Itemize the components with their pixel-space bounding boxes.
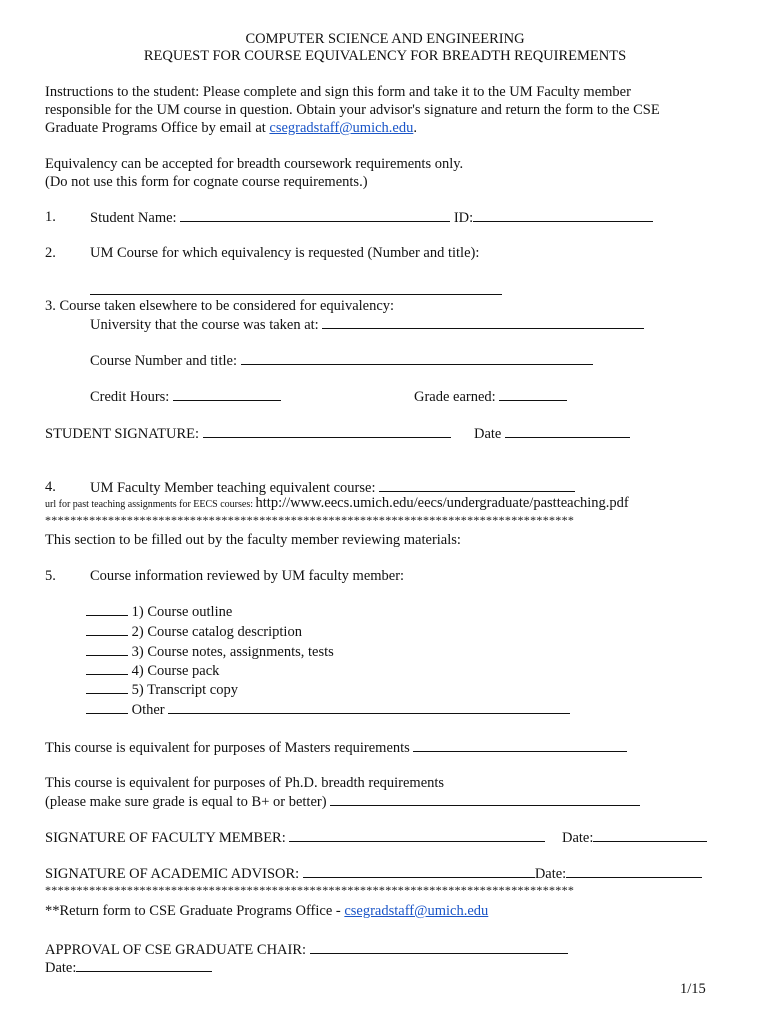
checklist-item-other xyxy=(86,700,570,719)
checklist-label: 2) Course catalog description xyxy=(131,624,302,640)
student-id-label: ID: xyxy=(453,210,474,226)
checklist-label: 5) Transcript copy xyxy=(131,682,238,698)
q4-number: 4. xyxy=(45,479,56,495)
advisor-date-label: Date: xyxy=(534,866,567,882)
university-label: University that the course was taken at: xyxy=(90,317,319,333)
instructions-line-2: responsible for the UM course in question. Obtain your advisor's signature and return the form to the CSE xyxy=(45,102,660,118)
approval-date-row xyxy=(45,958,212,977)
faculty-date-row xyxy=(562,828,707,847)
instructions-line-1: Instructions to the student: Please complete and sign this form and take it to the UM Faculty member xyxy=(45,84,631,100)
return-email-link[interactable]: csegradstaff@umich.edu xyxy=(344,903,489,919)
checklist-label: 3) Course notes, assignments, tests xyxy=(131,644,334,660)
student-date-field[interactable] xyxy=(505,424,630,438)
page-number: 1/15 xyxy=(680,981,706,997)
q1-number: 1. xyxy=(45,209,56,225)
checklist-item xyxy=(86,602,232,621)
masters-row xyxy=(45,738,627,757)
checklist-blank[interactable] xyxy=(86,680,128,694)
course-number-field[interactable] xyxy=(241,351,593,365)
checklist-item xyxy=(86,661,219,680)
checklist-blank[interactable] xyxy=(86,622,128,636)
checklist-blank[interactable] xyxy=(86,642,128,656)
phd-label: (please make sure grade is equal to B+ or better) xyxy=(45,794,327,810)
student-date-row xyxy=(474,424,630,443)
faculty-signature-row xyxy=(45,828,545,847)
approval-row xyxy=(45,940,568,959)
credit-hours-row xyxy=(90,387,281,406)
masters-field[interactable] xyxy=(413,738,627,752)
student-signature-field[interactable] xyxy=(203,424,451,438)
student-date-label: Date xyxy=(474,426,502,442)
advisor-signature-label: SIGNATURE OF ACADEMIC ADVISOR: xyxy=(45,866,300,882)
instructions-line-3 xyxy=(45,119,417,137)
faculty-member-field[interactable] xyxy=(379,478,575,492)
masters-label: This course is equivalent for purposes of Masters requirements xyxy=(45,740,410,756)
university-field[interactable] xyxy=(322,315,644,329)
um-course-field[interactable] xyxy=(90,280,502,295)
student-signature-label: STUDENT SIGNATURE: xyxy=(45,426,199,442)
faculty-section-heading: This section to be filled out by the faculty member reviewing materials: xyxy=(45,532,461,548)
return-row xyxy=(45,902,488,920)
checklist-item xyxy=(86,642,334,661)
faculty-signature-field[interactable] xyxy=(289,828,545,842)
q5-label: Course information reviewed by UM faculty member: xyxy=(90,568,405,584)
checklist-item xyxy=(86,680,238,699)
checklist-label: 1) Course outline xyxy=(131,604,233,620)
phd-line-1: This course is equivalent for purposes of Ph.D. breadth requirements xyxy=(45,775,445,791)
student-id-field[interactable] xyxy=(473,208,653,222)
university-row xyxy=(90,315,644,334)
approval-date-label: Date: xyxy=(45,960,77,976)
divider-stars-2: ************************************************************************************ xyxy=(45,883,575,897)
q5-number: 5. xyxy=(45,568,56,584)
credit-hours-field[interactable] xyxy=(173,387,281,401)
instructions-text: Graduate Programs Office by email at xyxy=(45,120,270,136)
checklist-label: Other xyxy=(131,702,165,718)
divider-stars-1: ************************************************************************************ xyxy=(45,513,575,527)
student-signature-row xyxy=(45,424,451,443)
approval-date-field[interactable] xyxy=(76,958,212,972)
approval-signature-field[interactable] xyxy=(310,940,568,954)
checklist-blank[interactable] xyxy=(86,661,128,675)
checklist-label: 4) Course pack xyxy=(131,663,220,679)
checklist-blank[interactable] xyxy=(86,700,128,714)
instructions-period: . xyxy=(413,120,417,136)
student-name-field[interactable] xyxy=(180,208,450,222)
student-name-row xyxy=(90,208,653,227)
student-name-label: Student Name: xyxy=(90,210,177,226)
checklist-item xyxy=(86,622,302,641)
q3-label: 3. Course taken elsewhere to be considered for equivalency: xyxy=(45,298,395,314)
grade-row xyxy=(414,387,567,406)
faculty-date-label: Date: xyxy=(562,830,594,846)
advisor-signature-field[interactable] xyxy=(303,864,535,878)
course-number-label: Course Number and title: xyxy=(90,353,237,369)
faculty-member-label: UM Faculty Member teaching equivalent course: xyxy=(90,480,376,496)
grade-field[interactable] xyxy=(499,387,567,401)
phd-row xyxy=(45,792,640,811)
course-number-row xyxy=(90,351,593,370)
advisor-date-field[interactable] xyxy=(566,864,702,878)
approval-label: APPROVAL OF CSE GRADUATE CHAIR: xyxy=(45,942,307,958)
header-subtitle: REQUEST FOR COURSE EQUIVALENCY FOR BREADTH REQUIREMENTS xyxy=(143,48,627,64)
past-teaching-url: http://www.eecs.umich.edu/eecs/undergraduate/pastteaching.pdf xyxy=(255,495,629,511)
return-text: **Return form to CSE Graduate Programs Office - xyxy=(45,903,345,919)
faculty-date-field[interactable] xyxy=(593,828,707,842)
faculty-signature-label: SIGNATURE OF FACULTY MEMBER: xyxy=(45,830,286,846)
url-caption: url for past teaching assignments for EECS courses: xyxy=(45,499,256,510)
note-line-2: (Do not use this form for cognate course requirements.) xyxy=(45,174,368,190)
grade-label: Grade earned: xyxy=(414,389,496,405)
header-title: COMPUTER SCIENCE AND ENGINEERING xyxy=(245,31,525,47)
q2-number: 2. xyxy=(45,245,56,261)
note-line-1: Equivalency can be accepted for breadth coursework requirements only. xyxy=(45,156,464,172)
credit-hours-label: Credit Hours: xyxy=(90,389,170,405)
other-field[interactable] xyxy=(168,700,570,714)
email-link[interactable]: csegradstaff@umich.edu xyxy=(269,120,414,136)
um-course-label: UM Course for which equivalency is requested (Number and title): xyxy=(90,245,480,261)
phd-field[interactable] xyxy=(330,792,640,806)
checklist-blank[interactable] xyxy=(86,602,128,616)
